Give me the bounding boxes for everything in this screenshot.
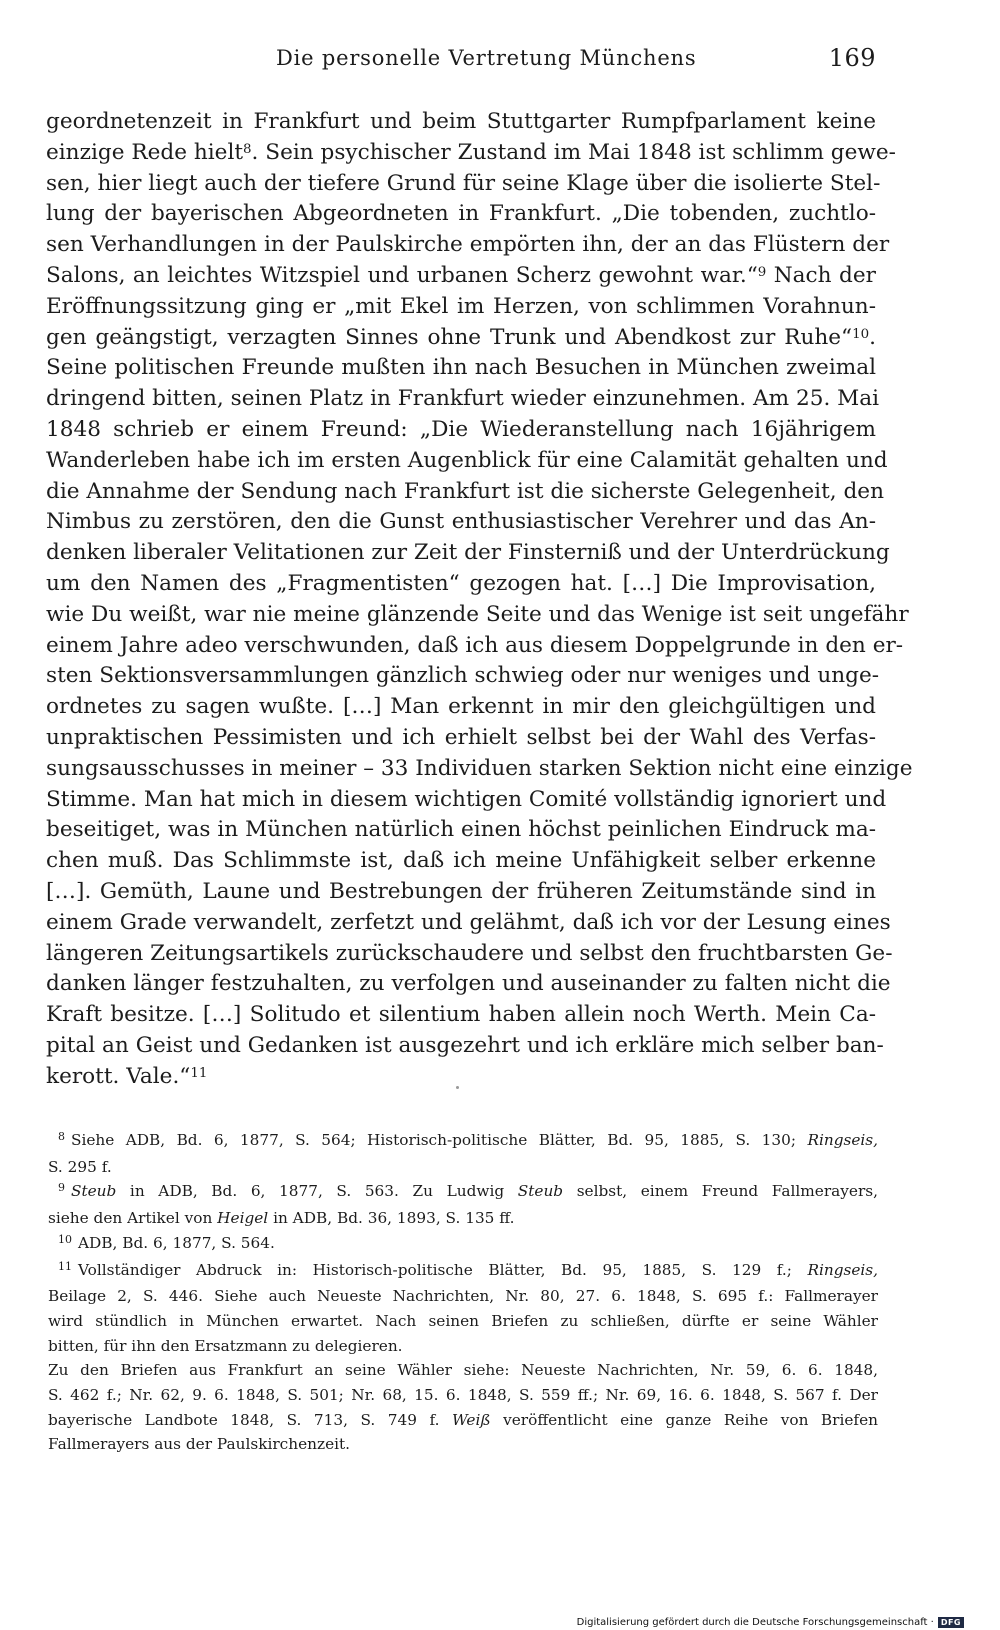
text-line — [46, 169, 881, 200]
footnote-line — [48, 1334, 878, 1359]
text-line — [46, 199, 876, 230]
footnote-line — [48, 1309, 878, 1334]
footnote-line — [48, 1432, 878, 1457]
footnote-line — [48, 1206, 878, 1231]
text-line — [46, 692, 876, 723]
footnote-line — [48, 1231, 878, 1258]
footnote-line — [48, 1408, 878, 1433]
text-line — [46, 261, 876, 292]
author-name: Ringseis, — [807, 1260, 878, 1279]
line-text: unpraktischen Pessimisten und ich erhielt selbst bei der Wahl des Verfas- — [46, 724, 876, 750]
line-text: 1848 schrieb er einem Freund: „Die Wiederanstellung nach 16jährigem — [46, 416, 876, 442]
footnote-reference: 11 — [190, 1065, 208, 1081]
text-line — [46, 877, 876, 908]
page-number: 169 — [828, 44, 876, 72]
line-text: wie Du weißt, war nie meine glänzende Seite und das Wenige ist seit ungefähr — [46, 601, 909, 627]
author-name: Weiß — [451, 1410, 491, 1429]
text-line — [46, 1062, 876, 1093]
body-text — [46, 107, 913, 1093]
text-line — [46, 415, 876, 446]
footnote-text: veröffentlicht eine ganze Reihe von Briefen — [490, 1410, 878, 1429]
footnote-text: S. 462 f.; Nr. 62, 9. 6. 1848, S. 501; Nr. 68, 15. 6. 1848, S. 559 ff.; Nr. 69, 16. 6. 1848, S. 567 f. Der — [48, 1386, 878, 1405]
line-text: sten Sektionsversammlungen gänzlich schwieg oder nur weniges und unge- — [46, 663, 880, 689]
text-line — [46, 384, 880, 415]
line-text: chen muß. Das Schlimmste ist, daß ich meine Unfähigkeit selber erkenne — [46, 848, 876, 874]
text-line — [46, 107, 876, 138]
line-text: Nimbus zu zerstören, den die Gunst enthusiastischer Verehrer und das An- — [46, 509, 876, 535]
text-line — [46, 1031, 884, 1062]
text-line — [46, 754, 913, 785]
text-line — [46, 323, 876, 354]
text-line — [46, 292, 876, 323]
author-name: Steub — [517, 1182, 564, 1201]
footnote-line — [48, 1258, 878, 1285]
footnote-number: 9 — [58, 1181, 65, 1195]
line-text: die Annahme der Sendung nach Frankfurt ist die sicherste Gelegenheit, den — [46, 478, 884, 504]
line-text: einzige Rede hielt — [46, 139, 244, 165]
text-line — [46, 969, 891, 1000]
text-line — [46, 569, 876, 600]
text-line — [46, 1000, 876, 1031]
footnote-line — [48, 1358, 878, 1383]
footnote-number: 11 — [58, 1259, 72, 1273]
text-line — [46, 631, 904, 662]
text-line — [46, 353, 876, 384]
footnote-text: ADB, Bd. 6, 1877, S. 564. — [78, 1233, 275, 1252]
line-text: sungsausschusses in meiner – 33 Individuen starken Sektion nicht eine einzige — [46, 755, 913, 781]
author-name: Ringseis, — [807, 1131, 878, 1149]
footnote-line — [48, 1284, 878, 1309]
line-text: dringend bitten, seinen Platz in Frankfurt wieder einzunehmen. Am 25. Mai — [46, 386, 880, 412]
text-line — [46, 446, 888, 477]
text-line — [46, 507, 876, 538]
footnote-text: Zu den Briefen aus Frankfurt an seine Wähler siehe: Neueste Nachrichten, Nr. 59, 6. 6. 1848, — [48, 1361, 878, 1380]
line-text: sen Verhandlungen in der Paulskirche empörten ihn, der an das Flüstern der — [46, 232, 890, 258]
author-name: Steub — [71, 1182, 117, 1201]
footnote-number: 10 — [58, 1232, 72, 1246]
line-text: danken länger festzuhalten, zu verfolgen und auseinander zu falten nicht die — [46, 971, 891, 997]
footnote-text: in ADB, Bd. 6, 1877, S. 563. Zu Ludwig — [116, 1182, 518, 1201]
footnotes — [48, 1128, 878, 1457]
footnote-text: bayerische Landbote 1848, S. 713, S. 749 f. — [48, 1410, 452, 1429]
footnote-text: S. 295 f. — [48, 1157, 112, 1176]
line-text: pital an Geist und Gedanken ist ausgezehrt und ich erkläre mich selber ban- — [46, 1032, 884, 1058]
line-text: Wanderleben habe ich im ersten Augenblick für eine Calamität gehalten und — [46, 447, 888, 473]
author-name: Heigel — [217, 1209, 269, 1228]
text-line — [46, 846, 876, 877]
line-text: denken liberaler Velitationen zur Zeit der Finsterniß und der Unterdrückung — [46, 540, 890, 566]
dfg-logo: DFG — [938, 1617, 964, 1628]
line-text: Seine politischen Freunde mußten ihn nach Besuchen in München zweimal — [46, 355, 876, 381]
footnote-text: Beilage 2, S. 446. Siehe auch Neueste Nachrichten, Nr. 80, 27. 6. 1848, S. 695 f.: Fallmerayer — [48, 1287, 878, 1306]
footnote-line — [48, 1179, 878, 1206]
footnote-reference: 8 — [243, 141, 252, 157]
line-text: . Sein psychischer Zustand im Mai 1848 ist schlimm gewe- — [251, 139, 896, 165]
line-text: Stimme. Man hat mich in diesem wichtigen Comité vollständig ignoriert und — [46, 786, 887, 812]
text-line — [46, 230, 890, 261]
line-text: […]. Gemüth, Laune und Bestrebungen der früheren Zeitumstände sind in — [46, 878, 876, 904]
text-line — [46, 661, 880, 692]
text-line — [46, 939, 893, 970]
line-text: beseitiget, was in München natürlich einen höchst peinlichen Eindruck ma- — [46, 817, 876, 843]
line-text: einem Jahre adeo verschwunden, daß ich aus diesem Doppelgrunde in den er- — [46, 632, 904, 658]
text-line — [46, 477, 884, 508]
text-line — [46, 815, 876, 846]
footnote-text: wird stündlich in München erwartet. Nach seinen Briefen zu schließen, dürfte er seine Wähler — [48, 1311, 878, 1330]
footnote-text: Fallmerayers aus der Paulskirchenzeit. — [48, 1435, 351, 1454]
line-text: ordnetes zu sagen wußte. […] Man erkennt in mir den gleichgültigen und — [46, 694, 876, 720]
footnote-line — [48, 1128, 878, 1155]
footnote-text: in ADB, Bd. 36, 1893, S. 135 ff. — [268, 1209, 515, 1228]
line-text: längeren Zeitungsartikels zurückschaudere und selbst den fruchtbarsten Ge- — [46, 940, 893, 966]
footnote-line — [48, 1383, 878, 1408]
line-text: Nach der — [766, 262, 876, 288]
text-line — [46, 908, 891, 939]
line-text: gen geängstigt, verzagten Sinnes ohne Trunk und Abendkost zur Ruhe“ — [46, 324, 853, 350]
footnote-reference: 10 — [852, 326, 870, 342]
line-text: um den Namen des „Fragmentisten“ gezogen hat. […] Die Improvisation, — [46, 570, 876, 596]
footnote-line — [48, 1155, 878, 1180]
line-text: sen, hier liegt auch der tiefere Grund für seine Klage über die isolierte Stel- — [46, 170, 881, 196]
text-line — [46, 785, 887, 816]
footnote-text: Vollständiger Abdruck in: Historisch-politische Blätter, Bd. 95, 1885, S. 129 f.; — [78, 1260, 808, 1279]
line-text: . — [869, 324, 876, 350]
footnote-number: 8 — [58, 1130, 65, 1143]
line-text: einem Grade verwandelt, zerfetzt und gelähmt, daß ich vor der Lesung eines — [46, 909, 891, 935]
print-speck — [456, 1086, 459, 1089]
line-text: Salons, an leichtes Witzspiel und urbanen Scherz gewohnt war.“ — [46, 262, 758, 288]
text-line — [46, 138, 896, 169]
line-text: kerott. Vale.“ — [46, 1063, 191, 1089]
footnote-reference: 9 — [757, 264, 767, 280]
text-line — [46, 538, 890, 569]
footnote-text: siehe den Artikel von — [48, 1209, 218, 1228]
text-line — [46, 600, 909, 631]
credit-text: Digitalisierung gefördert durch die Deutsche Forschungsgemeinschaft · — [576, 1617, 934, 1628]
running-title: Die personelle Vertretung Münchens — [276, 46, 697, 70]
footnote-text: bitten, für ihn den Ersatzmann zu delegieren. — [48, 1336, 403, 1355]
footnote-text: Siehe ADB, Bd. 6, 1877, S. 564; Historisch-politische Blätter, Bd. 95, 1885, S. 130; — [71, 1131, 808, 1149]
line-text: geordnetenzeit in Frankfurt und beim Stuttgarter Rumpfparlament keine — [46, 109, 876, 134]
footnote-text: selbst, einem Freund Fallmerayers, — [563, 1182, 878, 1201]
digitization-credit — [577, 1617, 964, 1628]
page-header — [46, 46, 876, 82]
text-line — [46, 723, 876, 754]
line-text: Eröffnungssitzung ging er „mit Ekel im Herzen, von schlimmen Vorahnun- — [46, 293, 876, 319]
line-text: lung der bayerischen Abgeordneten in Frankfurt. „Die tobenden, zuchtlo- — [46, 201, 876, 227]
line-text: Kraft besitze. […] Solitudo et silentium haben allein noch Werth. Mein Ca- — [46, 1002, 876, 1028]
